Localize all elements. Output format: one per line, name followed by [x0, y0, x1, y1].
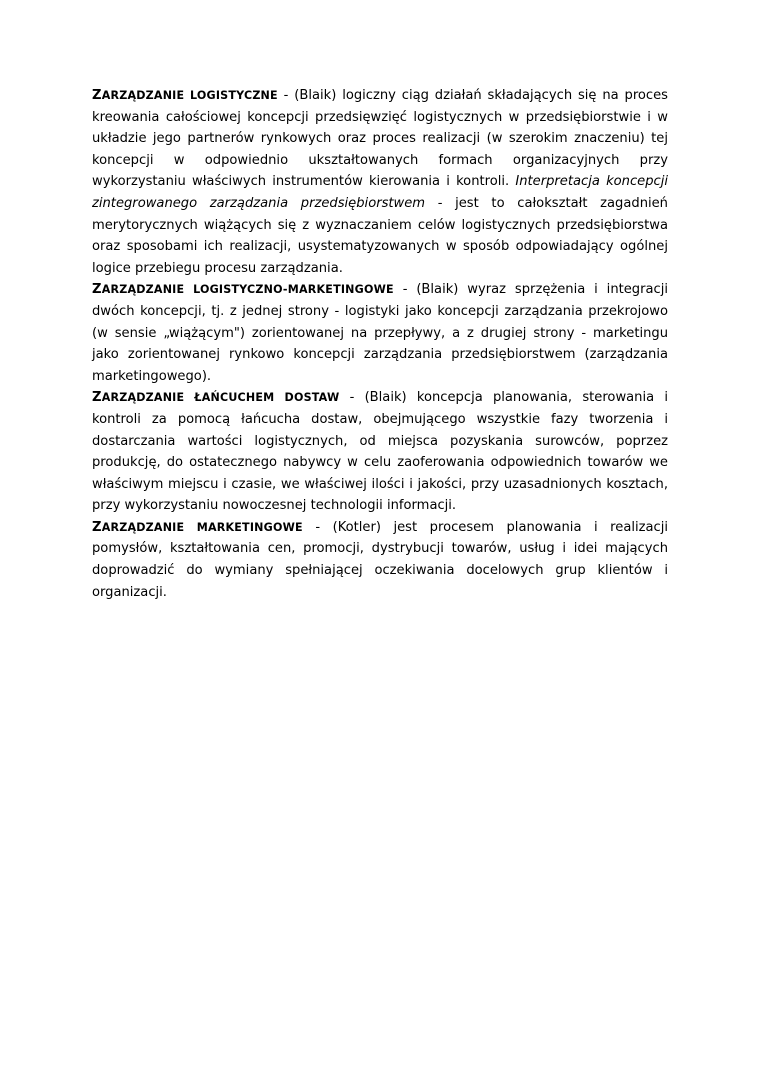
term-smallcaps: ARZĄDZANIE ŁAŃCUCHEM DOSTAW: [101, 391, 340, 405]
definition-paragraph: [92, 279, 668, 387]
definition-paragraph: [92, 517, 668, 603]
definition-paragraph: [92, 85, 668, 279]
term-initial: Z: [92, 390, 102, 406]
definition-text-continued: - jest to całokształt zagadnień merytorycznych wiążących się z wyznaczaniem celów logistycznych przedsiębiorstwa oraz sposobami ich realizacji, usystematyzowanych w sposób odpowiadający ogólnej logice przebiegu procesu zarządzania.: [92, 195, 668, 276]
term-initial: Z: [92, 282, 102, 298]
definition-text: - (Blaik) wyraz sprzężenia i integracji dwóch koncepcji, tj. z jednej strony - logistyki jako koncepcji zarządzania przekrojowo (w sensie „wiążącym") zorientowanej na przepływy, a z drugiej strony - marketingu jako zorientowanej rynkowo koncepcji zarządzania przedsiębiorstwem (zarządzania marketingowego).: [92, 282, 669, 384]
definition-text: - (Blaik) logiczny ciąg działań składających się na proces kreowania całościowej koncepcji przedsięwzięć logistycznych w przedsiębiorstwie i w układzie jego partnerów rynkowych oraz proces realizacji (w szerokim znaczeniu) tej koncepcji w odpowiednio ukształtowanych formach organizacyjnych przy wykorzystaniu właściwych instrumentów kierowania i kontroli.: [92, 88, 668, 190]
term-initial: Z: [92, 519, 102, 535]
term-smallcaps: ARZĄDZANIE LOGISTYCZNO-MARKETINGOWE: [101, 283, 394, 297]
term-smallcaps: ARZĄDZANIE LOGISTYCZNE: [101, 89, 278, 102]
document-body: [92, 85, 668, 603]
definition-text: - (Kotler) jest procesem planowania i realizacji pomysłów, kształtowania cen, promocji, dystrybucji towarów, usług i idei mających doprowadzić do wymiany spełniającej oczekiwania docelowych grup klientów i organizacji.: [92, 519, 668, 600]
definition-paragraph: [92, 387, 668, 517]
term-heading: [92, 282, 394, 297]
term-heading: [92, 390, 339, 405]
definition-italic-phrase: Interpretacja koncepcji zintegrowanego zarządzania przedsiębiorstwem: [92, 174, 668, 211]
term-smallcaps: ARZĄDZANIE MARKETINGOWE: [101, 520, 303, 534]
term-heading: [92, 520, 303, 535]
term-initial: Z: [92, 88, 102, 103]
term-heading: [92, 88, 278, 103]
definition-text: - (Blaik) koncepcja planowania, sterowania i kontroli za pomocą łańcucha dostaw, obejmującego wszystkie fazy tworzenia i dostarczania wartości logistycznych, od miejsca pozyskania surowców, poprzez produkcję, do ostatecznego nabywcy w celu zaoferowania odpowiednich towarów we właściwym miejscu i czasie, we właściwej ilości i jakości, przy uzasadnionych kosztach, przy wykorzystaniu nowoczesnej technologii informacji.: [92, 390, 668, 514]
